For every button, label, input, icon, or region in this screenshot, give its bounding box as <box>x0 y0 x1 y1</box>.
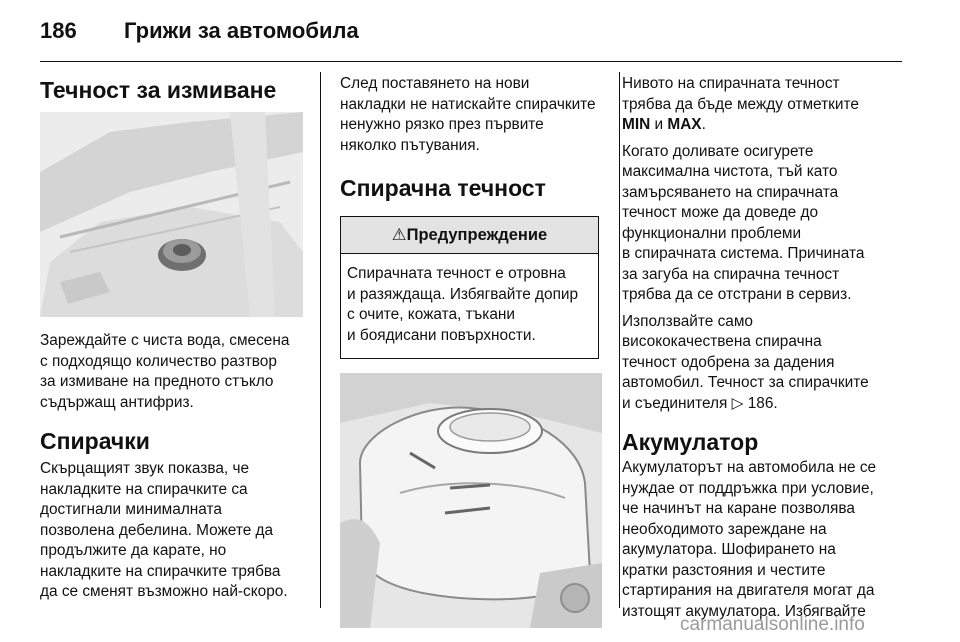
section-heading-battery: Акумулатор <box>622 429 759 455</box>
brake-fluid-cleanliness-text <box>622 142 910 306</box>
text-line: Акумулаторът на автомобила не се <box>622 459 877 476</box>
page-number: 186 <box>40 18 77 43</box>
battery-text <box>622 458 910 622</box>
column-3 <box>622 72 910 622</box>
header-rule <box>40 61 902 62</box>
text-fragment: . <box>701 116 706 133</box>
text-line: течност одобрена за дадения <box>622 353 835 371</box>
section-heading-brake-fluid: Спирачна течност <box>340 175 546 201</box>
text-line: максимална чистота, тъй като <box>622 163 838 180</box>
text-line: висококачествена спирачна <box>622 333 822 350</box>
text-line: достигнали минималната <box>40 501 222 518</box>
text-line: накладките на спирачките трябва <box>40 562 281 580</box>
text-line: за измиване на предното стъкло <box>40 373 274 390</box>
text-fragment: . <box>773 394 778 412</box>
text-line: изтощят акумулатора. Избягвайте <box>622 602 866 620</box>
text-line: нуждае от поддръжка при условие, <box>622 479 874 497</box>
text-line: функционални проблеми <box>622 224 802 242</box>
text-line: с подходящо количество разтвор <box>40 352 277 370</box>
text-line: Нивото на спирачната течност <box>622 75 840 92</box>
text-line: няколко пътувания. <box>340 136 480 154</box>
min-mark-label: MIN <box>622 116 651 133</box>
text-line: продължите да карате, но <box>40 542 227 559</box>
washer-fluid-reservoir-illustration <box>40 112 303 317</box>
text-line: ненужно рязко през първите <box>340 116 544 133</box>
text-line: накладките на спирачките са <box>40 480 248 498</box>
text-line: стартирания на двигателя могат да <box>622 582 875 599</box>
text-line: Зареждайте с чиста вода, смесена <box>40 332 290 349</box>
text-line: акумулатора. Шофирането на <box>622 541 836 558</box>
column-divider <box>619 72 620 608</box>
text-fragment: и <box>650 116 668 133</box>
warning-body <box>341 254 598 358</box>
brake-fluid-quality-text <box>622 312 910 415</box>
text-line: за загуба на спирачна течност <box>622 265 840 283</box>
text-line: накладки не натискайте спирачките <box>340 95 596 113</box>
section-heading-brakes: Спирачки <box>40 428 150 454</box>
text-line: позволена дебелина. Можете да <box>40 521 274 539</box>
text-line: и разяждаща. Избягвайте допир <box>347 285 579 303</box>
warning-title: Предупреждение <box>406 226 548 244</box>
text-line: съдържащ антифриз. <box>40 393 194 411</box>
text-line: че начинът на каране позволява <box>622 500 855 517</box>
text-line: трябва да се отстрани в сервиз. <box>622 286 852 303</box>
text-line: Използвайте само <box>622 312 753 330</box>
text-line: замърсяването на спирачната <box>622 183 839 201</box>
text-line: автомобил. Течност за спирачките <box>622 374 869 391</box>
chapter-title: Грижи за автомобила <box>124 18 359 43</box>
washer-fluid-text <box>40 331 303 413</box>
column-divider <box>320 72 321 608</box>
brakes-continued-text <box>340 74 602 156</box>
page-header <box>40 18 910 48</box>
page-reference-triangle-icon: ▷ <box>731 394 744 412</box>
text-line: Скърцащият звук показва, че <box>40 460 250 477</box>
brake-fluid-reservoir-illustration <box>340 373 602 628</box>
page-reference-link[interactable]: 186 <box>747 394 774 412</box>
text-line: необходимото зареждане на <box>622 520 827 538</box>
text-line: в спирачната система. Причината <box>622 245 865 262</box>
text-line: трябва да бъде между отметките <box>622 95 859 113</box>
brake-fluid-level-text <box>622 74 910 136</box>
text-line: и боядисани повърхности. <box>347 326 536 344</box>
brakes-text <box>40 459 303 603</box>
text-line: да се сменят възможно най-скоро. <box>40 583 288 600</box>
text-line: с очите, кожата, тъкани <box>347 306 515 323</box>
text-line: След поставянето на нови <box>340 75 530 92</box>
warning-triangle-icon: ⚠ <box>391 226 407 244</box>
text-line: кратки разстояния и честите <box>622 561 826 579</box>
warning-box <box>340 216 599 359</box>
text-line: Когато доливате осигурете <box>622 142 814 160</box>
column-2 <box>340 72 602 628</box>
section-heading-washer-fluid: Течност за измиване <box>40 77 277 103</box>
text-line: течност може да доведе до <box>622 204 819 221</box>
text-fragment: и съединителя <box>622 394 732 412</box>
warning-header <box>341 217 598 254</box>
warning-text <box>347 264 592 346</box>
column-1 <box>40 72 303 603</box>
text-line: Спирачната течност е отровна <box>347 265 566 282</box>
watermark: carmanualsonline.info <box>680 614 865 635</box>
max-mark-label: MAX <box>667 116 702 133</box>
